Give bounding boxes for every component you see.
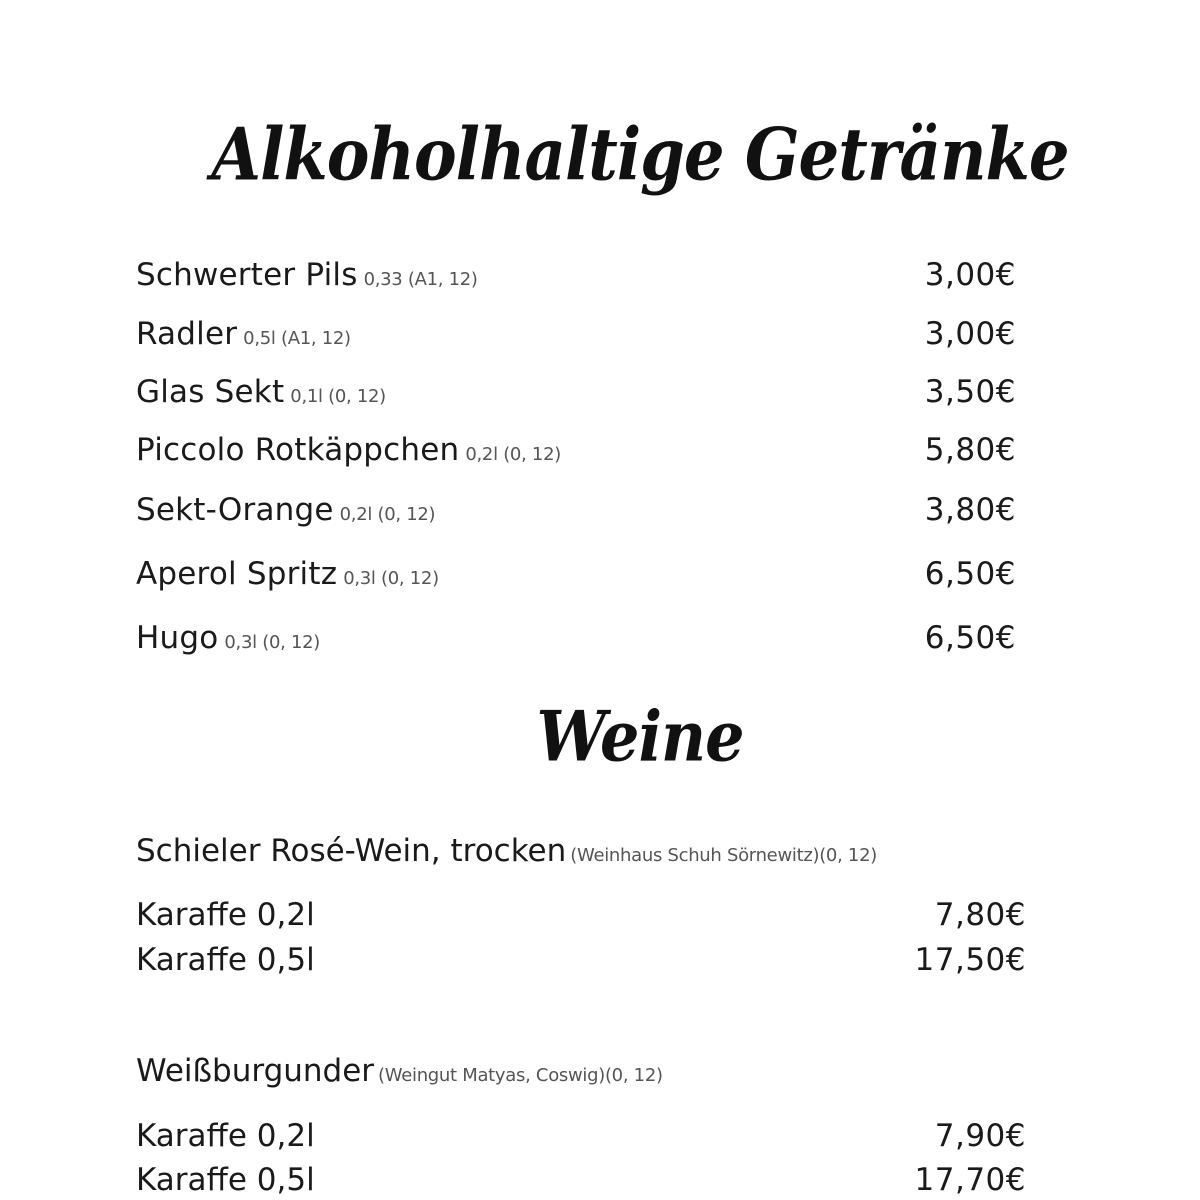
wine-option-label: Karaffe 0,5l (136, 1162, 315, 1198)
menu-item-price: 5,80€ (924, 432, 1016, 468)
menu-item-row (136, 620, 1016, 660)
wine-option-label: Karaffe 0,2l (136, 897, 315, 933)
wine-option-price: 7,80€ (934, 897, 1026, 933)
wine-option-row (136, 897, 1026, 937)
menu-item-name: Sekt-Orange (136, 492, 334, 528)
menu-item-price: 6,50€ (924, 620, 1016, 656)
wine-heading (136, 833, 1036, 869)
menu-item-row (136, 492, 1016, 532)
menu-item-price: 3,50€ (924, 374, 1016, 410)
menu-item-price: 3,00€ (924, 257, 1016, 293)
wine-option-label: Karaffe 0,2l (136, 1118, 315, 1154)
wine-details: (Weingut Matyas, Coswig)(0, 12) (378, 1065, 663, 1086)
menu-item-details: 0,2l (0, 12) (339, 504, 436, 525)
menu-item-details: 0,5l (A1, 12) (243, 328, 351, 349)
wine-option-price: 7,90€ (934, 1118, 1026, 1154)
menu-item-row (136, 432, 1016, 472)
wine-name: Schieler Rosé-Wein, trocken (136, 833, 567, 869)
wine-option-label: Karaffe 0,5l (136, 942, 315, 978)
wine-option-row (136, 1118, 1026, 1158)
menu-item-name: Aperol Spritz (136, 556, 338, 592)
wine-option-price: 17,70€ (914, 1162, 1026, 1198)
menu-item-details: 0,2l (0, 12) (465, 444, 561, 465)
menu-item-price: 3,80€ (924, 492, 1016, 528)
menu-item-name: Glas Sekt (136, 374, 285, 410)
menu-item-name: Radler (136, 316, 238, 352)
menu-item-row (136, 316, 1016, 356)
menu-item-details: 0,33 (A1, 12) (363, 269, 478, 290)
menu-item-row (136, 556, 1016, 596)
menu-item-price: 3,00€ (924, 316, 1016, 352)
wine-option-row (136, 942, 1026, 982)
wine-option-price: 17,50€ (914, 942, 1026, 978)
menu-item-details: 0,1l (0, 12) (290, 386, 386, 407)
menu-item-details: 0,3l (0, 12) (224, 632, 320, 653)
wine-option-row (136, 1162, 1026, 1200)
menu-item-details: 0,3l (0, 12) (343, 568, 439, 589)
menu-item-name: Piccolo Rotkäppchen (136, 432, 460, 468)
wine-heading (136, 1053, 1036, 1089)
menu-item-name: Hugo (136, 620, 219, 656)
menu-item-price: 6,50€ (924, 556, 1016, 592)
section-title-wines: Weine (536, 695, 744, 778)
wine-details: (Weinhaus Schuh Sörnewitz)(0, 12) (570, 845, 877, 866)
menu-item-row (136, 257, 1016, 297)
section-title-alcoholic-drinks: Alkoholhaltige Getränke (211, 113, 1069, 198)
wine-name: Weißburgunder (136, 1053, 375, 1089)
menu-item-name: Schwerter Pils (136, 257, 358, 293)
menu-item-row (136, 374, 1016, 414)
